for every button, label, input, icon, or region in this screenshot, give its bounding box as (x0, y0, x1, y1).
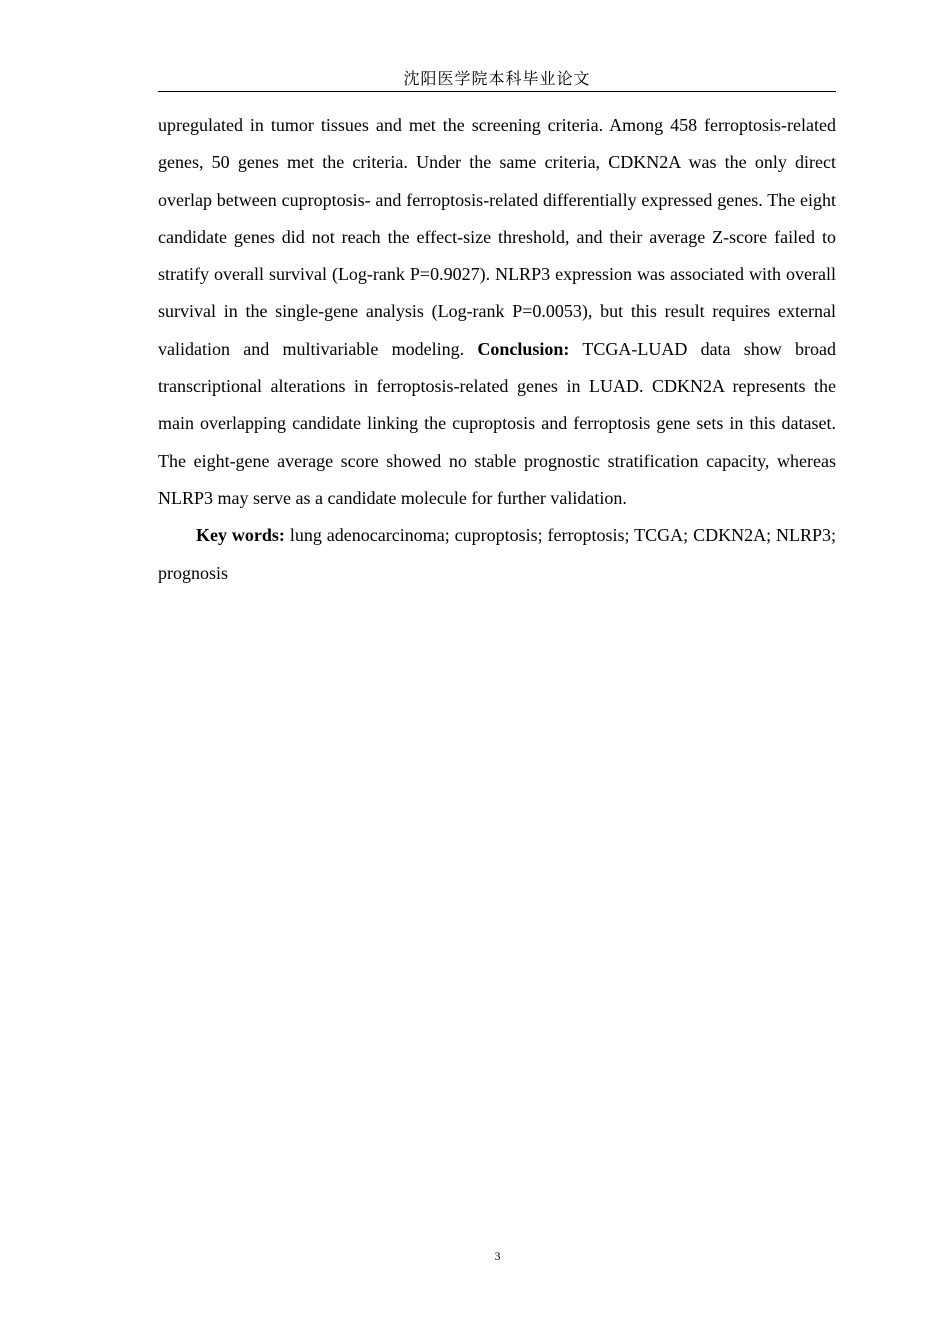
conclusion-text: TCGA-LUAD data show broad transcriptional alterations in ferroptosis-related genes in LUAD. CDKN2A represents the main overlapping candidate linking the cuproptosis and ferroptosis gene sets in this dataset. The eight-gene average score showed no stable prognostic stratification capacity, whereas NLRP3 may serve as a candidate molecule for further validation. (158, 338, 837, 508)
header-divider (158, 91, 836, 92)
abstract-results-text: upregulated in tumor tissues and met the screening criteria. Among 458 ferroptosis-related genes, 50 genes met the criteria. Under the same criteria, CDKN2A was the only direct overlap between cuproptosis- and ferroptosis-related differentially expressed genes. The eight candidate genes did not reach the effect-size threshold, and their average Z-score failed to stratify overall survival (Log-rank P=0.9027). NLRP3 expression was associated with overall survival in the single-gene analysis (Log-rank P=0.0053), but this result requires external validation and multivariable modeling. (158, 115, 836, 359)
page-number: 3 (494, 1249, 501, 1263)
conclusion-label: Conclusion: (477, 338, 570, 359)
keywords-paragraph (158, 517, 836, 592)
keywords-label: Key words: (196, 525, 285, 546)
keywords-text: lung adenocarcinoma; cuproptosis; ferroptosis; TCGA; CDKN2A; NLRP3; prognosis (158, 525, 837, 583)
abstract-body (158, 107, 836, 592)
page-header-title: 沈阳医学院本科毕业论文 (403, 69, 591, 88)
abstract-paragraph (158, 107, 836, 517)
